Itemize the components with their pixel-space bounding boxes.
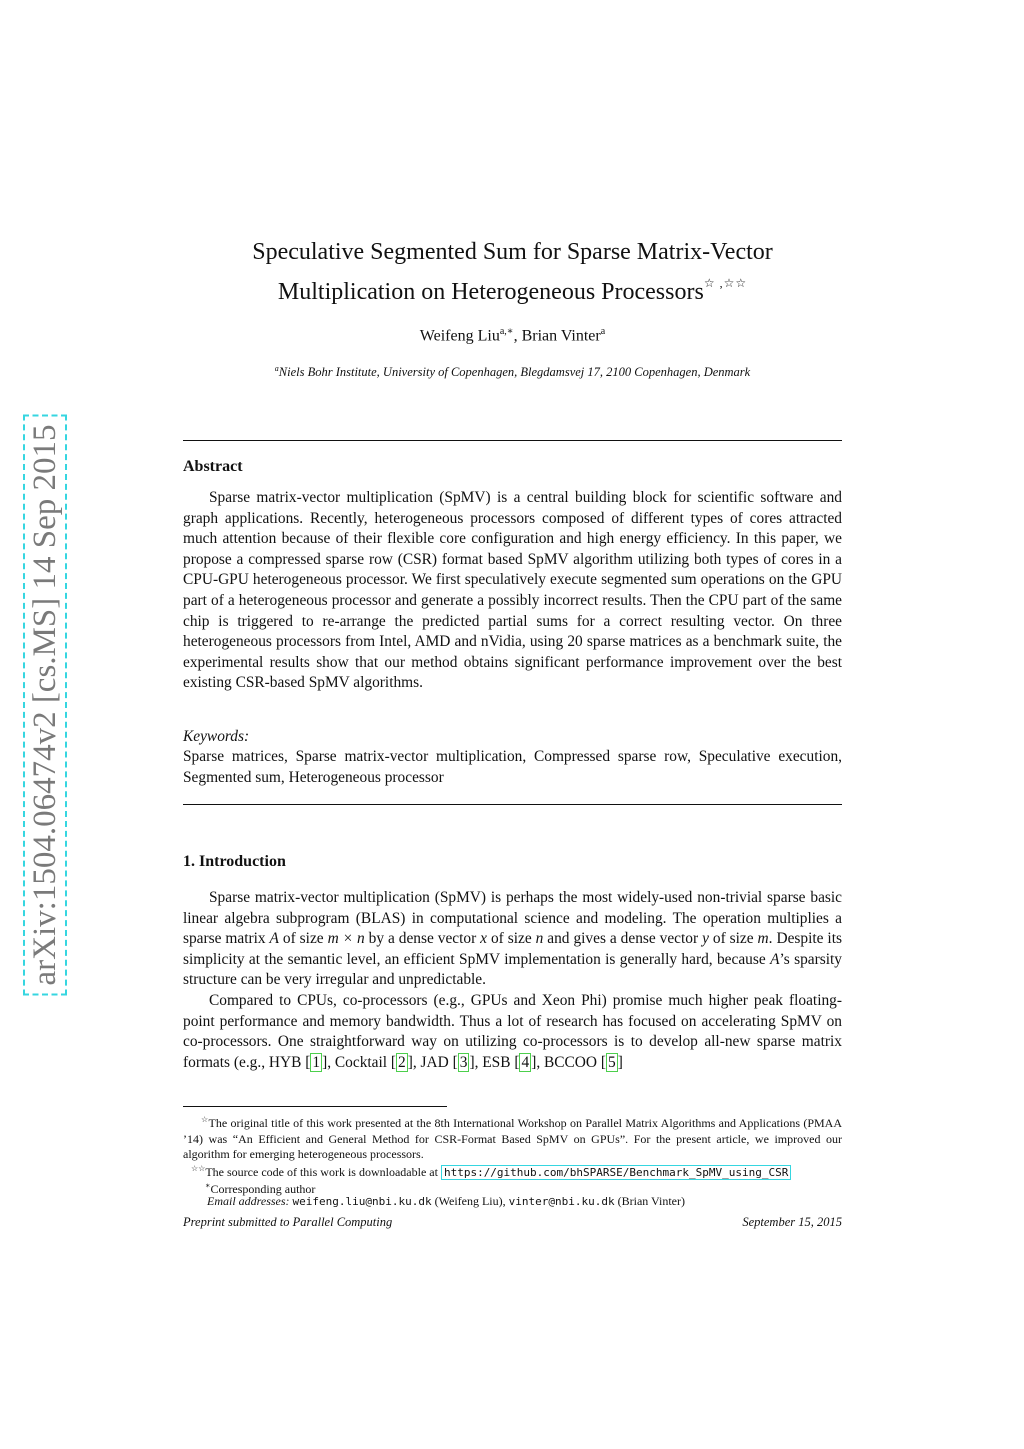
footnote-1 [183,1112,842,1163]
email-owner: (Brian Vinter) [614,1194,685,1208]
source-code-link[interactable]: https://github.com/bhSPARSE/Benchmark_SpMV_using_CSR [441,1165,791,1180]
math-var: A [770,950,780,968]
citation-link[interactable]: 2 [398,1053,406,1071]
affil-mark: a [274,364,279,373]
abstract-heading: Abstract [183,458,243,475]
keywords-label: Keywords: [183,728,250,745]
footnote-text: The source code of this work is downloadable at [205,1165,441,1179]
text-span: ], BCCOO [ [531,1053,607,1071]
text-span: ], JAD [ [407,1053,458,1071]
abstract-bottom-rule [183,804,842,805]
footnote-star-icon: ☆ [201,1115,209,1124]
affil-text: Niels Bohr Institute, University of Copenhagen, Blegdamsvej 17, 2100 Copenhagen, Denmark [278,365,751,380]
email-label: Email addresses: [207,1194,290,1208]
footnote-rule [183,1106,447,1107]
footnote-text: Corresponding author [210,1182,316,1196]
text-span: Sparse matrix-vector multiplication (SpMV) is perhaps the most widely-used non-trivial sparse basic linear algebra subprogram (BLAS) in computational science and modeling. The operation multiplies a sparse matrix [183,889,842,948]
text-span: ], ESB [ [469,1053,520,1071]
math-var: n [535,930,544,948]
section-heading-introduction: 1. Introduction [183,853,286,870]
footnote-asterisk-icon: ∗ [205,1181,211,1190]
author-affil-mark[interactable]: a,∗ [499,326,514,337]
author-name: Brian Vinter [521,327,601,345]
citation-link[interactable]: 5 [608,1053,616,1071]
title-line-2 [183,268,842,308]
author-list [183,326,842,345]
math-var: x [480,930,487,948]
math-var: y [702,930,709,948]
abstract-text: Sparse matrix-vector multiplication (SpMV) is a central building block for scientific software and graph applications. Recently, heterogeneous processors composed of different types of cores attracted much attention because of their flexible core configuration and high energy efficiency. In this paper, we propose a compressed sparse row (CSR) format based SpMV algorithm utilizing both types of cores in a CPU-GPU heterogeneous processor. We first speculatively execute segmented sum operations on the GPU part of a heterogeneous processor and generate a possibly incorrect results. Then the CPU part of the same chip is triggered to re-arrange the predicted partial sums for a correct resulting vector. On three heterogeneous processors from Intel, AMD and nVidia, using 20 sparse matrices as a benchmark suite, the experimental results show that our method obtains significant performance improvement over the best existing CSR-based SpMV algorithms. [183,489,842,692]
intro-paragraph-1 [183,888,842,991]
preprint-date: September 15, 2015 [742,1215,842,1229]
abstract-top-rule [183,440,842,441]
keywords-text: Sparse matrices, Sparse matrix-vector multiplication, Compressed sparse row, Speculative execution, Segmented sum, Heterogeneous processor [183,748,842,786]
intro-paragraph-2 [183,991,842,1073]
author-separator: , [513,327,522,345]
author-affil-mark[interactable]: a [600,326,606,337]
text-span: Compared to CPUs, co-processors (e.g., GPUs and Xeon Phi) promise much higher peak floating-point performance and memory bandwidth. Thus a lot of research has focused on accelerating SpMV on co-processors. One straightforward way on utilizing co-processors is to develop all-new sparse matrix formats (e.g., HYB [ [183,992,842,1071]
title-line-1: Speculative Segmented Sum for Sparse Matrix-Vector [252,239,773,265]
footnote-text: The original title of this work presented at the 8th International Workshop on Parallel Matrix Algorithms and Applications (PMAA ’14) was “An Efficient and General Method for CSR-Format Based SpMV on GPUs”. For the present article, we improved our algorithm for emerging heterogeneous processors. [183,1116,842,1161]
text-span: ], Cocktail [ [322,1053,397,1071]
text-span: by a dense vector [364,930,481,948]
citation-link[interactable]: 1 [312,1053,321,1071]
title-line-2-text: Multiplication on Heterogeneous Processors [277,279,704,305]
citation-link[interactable]: 3 [459,1053,468,1071]
text-span: . Despite its simplicity at the semantic level, an efficient SpMV implementation is generally hard, because [183,930,842,968]
text-span: of size [487,930,536,948]
author-name: Weifeng Liu [419,327,500,345]
math-expr: m × n [327,930,365,948]
text-span: of size [278,930,328,948]
math-var: A [269,930,279,948]
email-link[interactable]: vinter@nbi.ku.dk [508,1195,615,1208]
footnote-double-star-icon: ☆☆ [191,1164,206,1173]
preprint-note: Preprint submitted to Parallel Computing [183,1215,393,1229]
math-var: m [757,930,769,948]
text-span: and gives a dense vector [543,930,703,948]
text-span: ] [617,1053,623,1071]
affiliation [183,364,842,380]
citation-link[interactable]: 4 [521,1053,530,1071]
arxiv-stamp[interactable]: arXiv:1504.06474v2 [cs.MS] 14 Sep 2015 [23,415,67,996]
paper-title [183,237,842,308]
email-addresses [183,1194,842,1210]
text-span: of size [708,930,758,948]
title-footnote-marks[interactable]: ☆ ,☆☆ [703,276,748,290]
email-link[interactable]: weifeng.liu@nbi.ku.dk [292,1195,432,1208]
text-span: ’s sparsity structure can be very irregular and unpredictable. [183,950,842,989]
email-owner: (Weifeng Liu), [431,1194,509,1208]
